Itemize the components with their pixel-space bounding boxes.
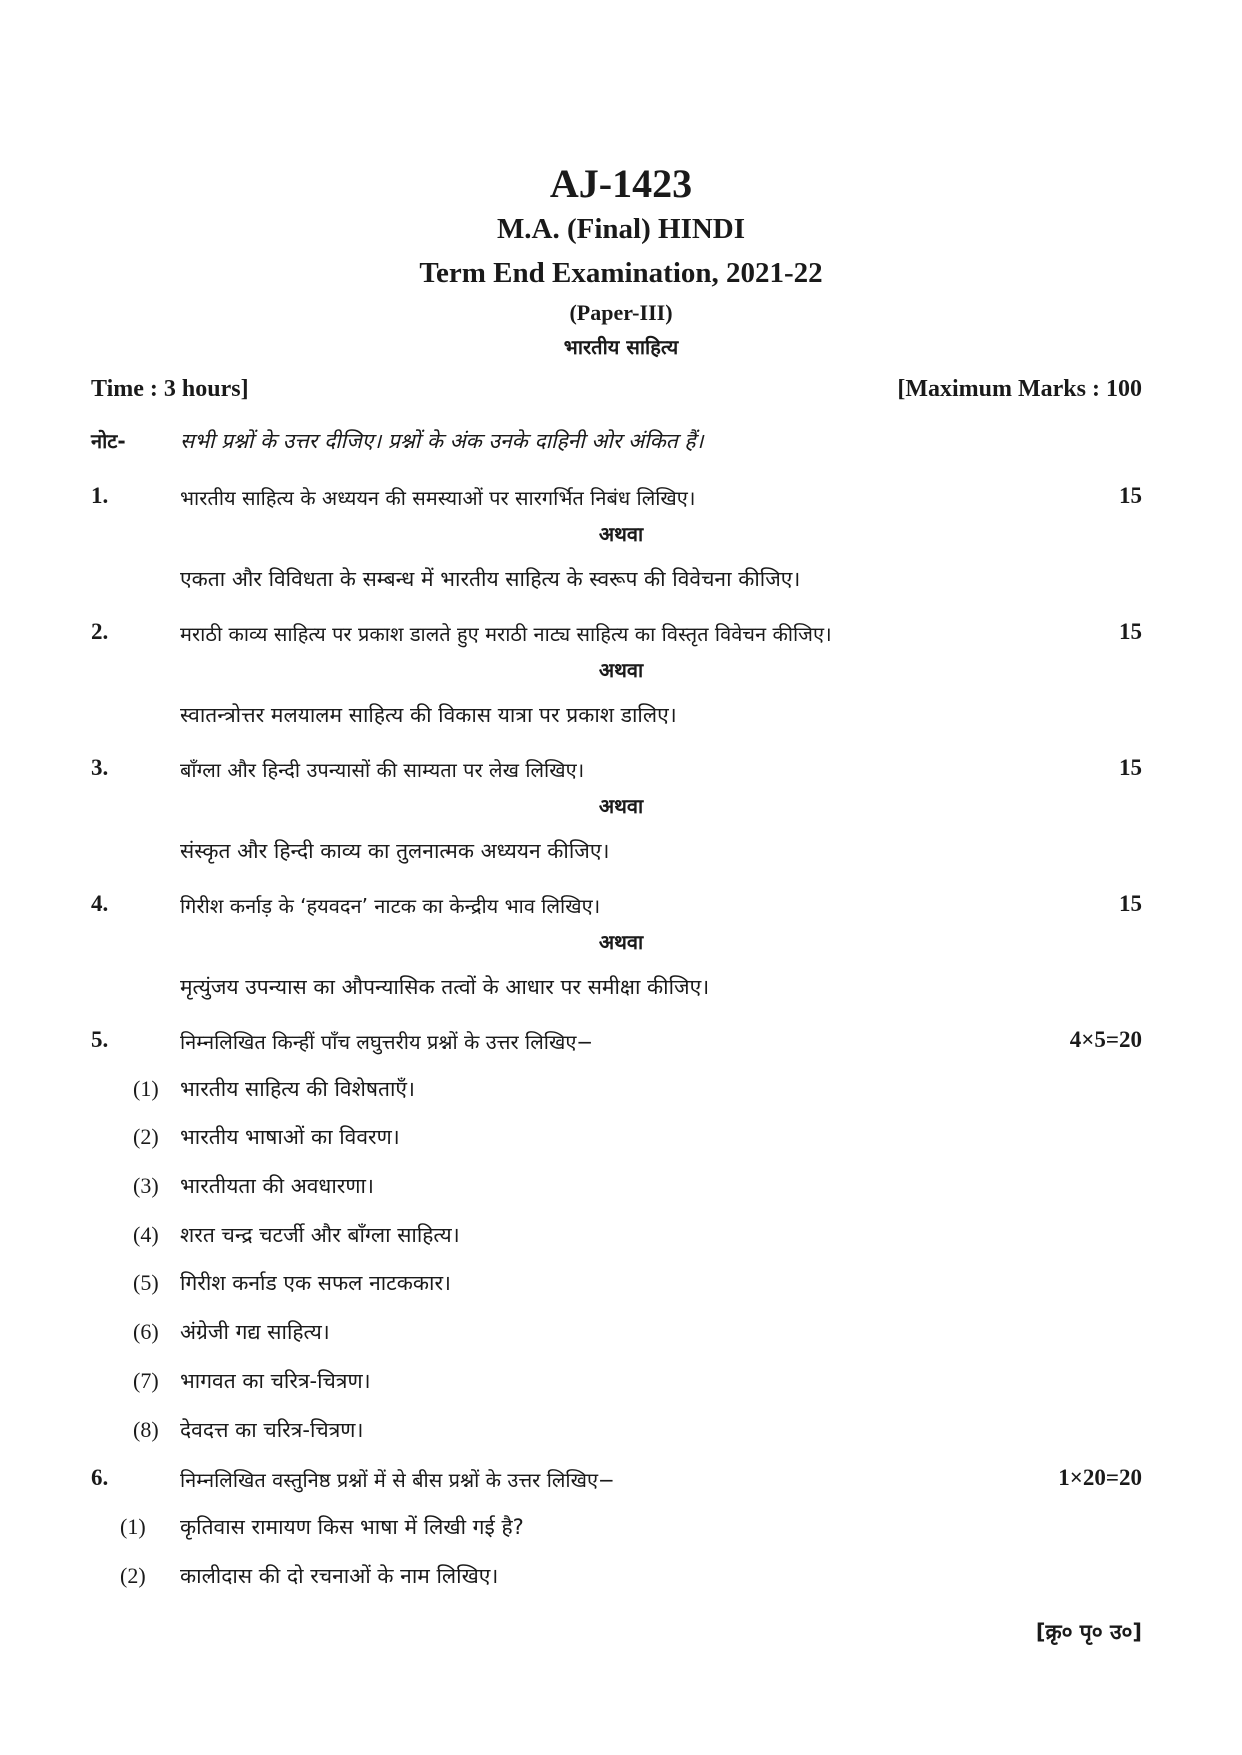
note-text: सभी प्रश्नों के उत्तर दीजिए। प्रश्नों के अंक उनके दाहिनी ओर अंकित हैं।	[180, 429, 704, 453]
sub-question-number: (5)	[133, 1270, 159, 1295]
question-number: 3.	[91, 755, 109, 780]
question-text: मराठी काव्य साहित्य पर प्रकाश डालते हुए मराठी नाट्य साहित्य का विस्तृत विवेचन कीजिए।	[180, 622, 832, 646]
note-label: नोट-	[91, 429, 126, 453]
sub-question-text: भारतीय साहित्य की विशेषताएँ।	[180, 1077, 415, 1101]
sub-question-number: (1)	[133, 1076, 159, 1101]
alternative-question: स्वातन्त्रोत्तर मलयालम साहित्य की विकास यात्रा पर प्रकाश डालिए।	[180, 703, 677, 727]
sub-question-text: भागवत का चरित्र-चित्रण।	[180, 1369, 371, 1393]
question-marks: 15	[1119, 891, 1142, 916]
question-marks: 15	[1119, 483, 1142, 508]
sub-question-text: शरत चन्द्र चटर्जी और बाँग्ला साहित्य।	[180, 1223, 460, 1247]
sub-question-number: (4)	[133, 1222, 159, 1247]
sub-question-text: अंग्रेजी गद्य साहित्य।	[180, 1320, 330, 1344]
course-title: M.A. (Final) HINDI	[496, 213, 746, 245]
maximum-marks: [Maximum Marks : 100	[897, 376, 1142, 402]
time-allowed: Time : 3 hours]	[91, 376, 249, 402]
sub-question-number: (8)	[133, 1417, 159, 1442]
question-number: 6.	[91, 1465, 109, 1490]
sub-question-text: भारतीयता की अवधारणा।	[180, 1174, 374, 1198]
question-text: बाँग्ला और हिन्दी उपन्यासों की साम्यता पर लेख लिखिए।	[180, 758, 585, 782]
or-separator: अथवा	[598, 658, 644, 682]
paper-code: AJ-1423	[549, 161, 693, 206]
question-marks: 15	[1119, 619, 1142, 644]
question-number: 4.	[91, 891, 109, 916]
subject-title: भारतीय साहित्य	[563, 335, 679, 359]
paper-number: (Paper-III)	[569, 300, 673, 325]
sub-question-number: (3)	[133, 1173, 159, 1198]
alternative-question: मृत्युंजय उपन्यास का औपन्यासिक तत्वों के आधार पर समीक्षा कीजिए।	[180, 975, 710, 999]
question-marks: 1×20=20	[1058, 1465, 1142, 1490]
sub-question-number: (1)	[120, 1514, 146, 1539]
sub-question-text: गिरीश कर्नाड एक सफल नाटककार।	[180, 1271, 452, 1295]
sub-question-number: (7)	[133, 1368, 159, 1393]
or-separator: अथवा	[598, 522, 644, 546]
sub-question-number: (6)	[133, 1319, 159, 1344]
sub-question-number: (2)	[133, 1124, 159, 1149]
question-text: निम्नलिखित किन्हीं पाँच लघुत्तरीय प्रश्नों के उत्तर लिखिए−	[180, 1030, 594, 1054]
sub-question-text: कृतिवास रामायण किस भाषा में लिखी गई है?	[180, 1515, 524, 1539]
exam-title: Term End Examination, 2021-22	[419, 257, 823, 289]
question-marks: 4×5=20	[1069, 1027, 1142, 1052]
question-number: 2.	[91, 619, 109, 644]
or-separator: अथवा	[598, 794, 644, 818]
sub-question-number: (2)	[120, 1563, 146, 1588]
question-number: 5.	[91, 1027, 109, 1052]
question-text: निम्नलिखित वस्तुनिष्ठ प्रश्नों में से बीस प्रश्नों के उत्तर लिखिए−	[180, 1468, 615, 1492]
question-number: 1.	[91, 483, 109, 508]
sub-question-text: भारतीय भाषाओं का विवरण।	[180, 1125, 400, 1149]
question-marks: 15	[1119, 755, 1142, 780]
page-turn-note: [क्रृ० पृ० उ०]	[1035, 1620, 1142, 1644]
sub-question-text: देवदत्त का चरित्र-चित्रण।	[180, 1418, 364, 1442]
alternative-question: एकता और विविधता के सम्बन्ध में भारतीय साहित्य के स्वरूप की विवेचना कीजिए।	[180, 567, 801, 591]
or-separator: अथवा	[598, 930, 644, 954]
sub-question-text: कालीदास की दो रचनाओं के नाम लिखिए।	[180, 1564, 499, 1588]
alternative-question: संस्कृत और हिन्दी काव्य का तुलनात्मक अध्ययन कीजिए।	[180, 839, 610, 863]
question-text: भारतीय साहित्य के अध्ययन की समस्याओं पर सारगर्भित निबंध लिखिए।	[180, 486, 696, 510]
question-text: गिरीश कर्नाड़ के ‘हयवदन’ नाटक का केन्द्रीय भाव लिखिए।	[180, 894, 601, 918]
